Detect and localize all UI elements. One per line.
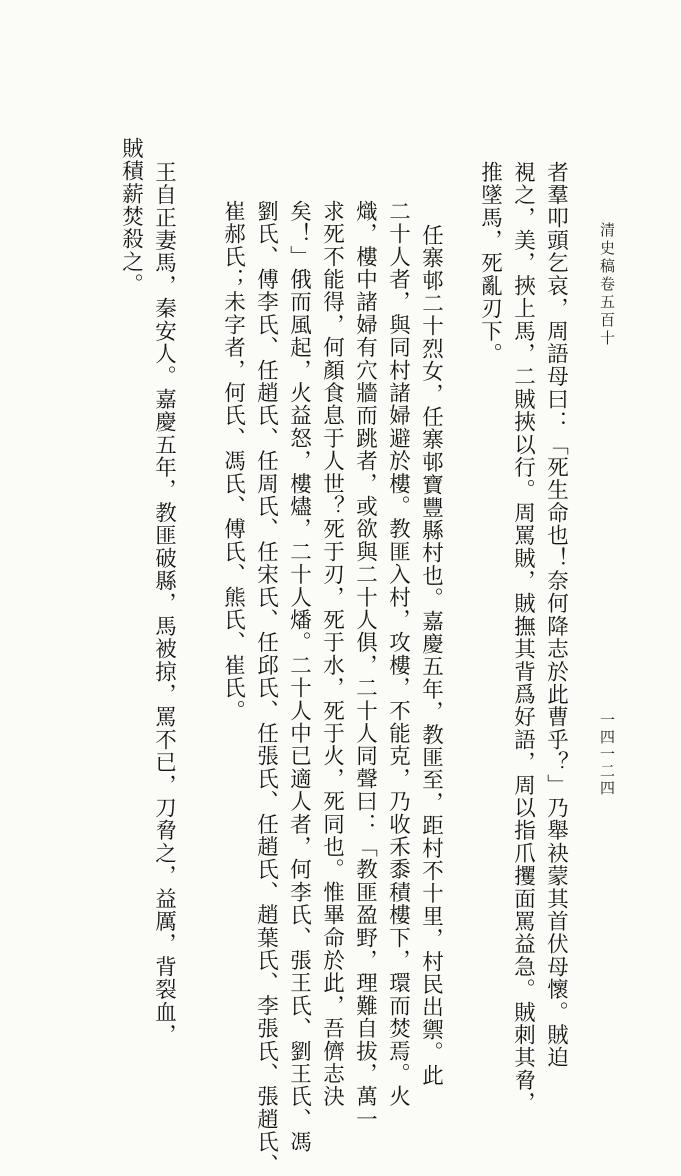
book-title: 清史稿卷五百十 xyxy=(598,222,616,348)
text-column-12: 賊積薪焚殺之。 xyxy=(118,137,144,296)
text-column-1: 者羣叩頭乞哀，周語母曰：「死生命也！奈何降志於此曹乎？」乃舉袂蒙其首伏母懷。賊迫 xyxy=(543,161,569,1069)
text-column-5: 二十人者，與同村諸婦避於樓。教匪入村，攻樓，不能克，乃收禾黍積樓下，環而焚焉。火 xyxy=(385,200,411,1108)
text-column-3: 推墜馬，死亂刃下。 xyxy=(477,161,503,366)
text-column-7: 求死不能得，何顏食息于人世？死于刃，死于水，死于火，死同也。惟畢命於此，吾儕志決 xyxy=(319,200,345,1108)
text-column-6: 熾，樓中諸婦有穴牆而跳者，或欲與二十人俱，二十人同聲曰：「教匪盈野，理難自拔，萬一 xyxy=(352,200,378,1131)
text-column-11: 王自正妻馬，秦安人。嘉慶五年，教匪破縣，馬被掠，罵不已，刀脅之，益厲，背裂血， xyxy=(151,161,177,1047)
text-column-9: 劉氏、傅李氏、任趙氏、任周氏、任宋氏、任邱氏、任張氏、任趙氏、趙葉氏、李張氏、張趙氏、 xyxy=(253,200,279,1176)
text-column-10: 崔郝氏；未字者，何氏、馮氏、傅氏、熊氏、崔氏。 xyxy=(220,200,246,723)
text-column-4: 任寨邨二十烈女，任寨邨寶豐縣村也。嘉慶五年，教匪至，距村不十里，村民出禦。此 xyxy=(418,224,444,1087)
text-column-8: 矣！」俄而風起，火益怒，樓燼，二十人燔。二十人中已適人者，何李氏、張王氏、劉王氏、馮 xyxy=(286,200,312,1154)
page-number: 一四一二四 xyxy=(598,712,616,797)
text-column-2: 視之，美，挾上馬，二賊挾以行。周罵賊，賊撫其背爲好語，周以指爪攫面罵益急。賊刺其脅， xyxy=(510,161,536,1115)
